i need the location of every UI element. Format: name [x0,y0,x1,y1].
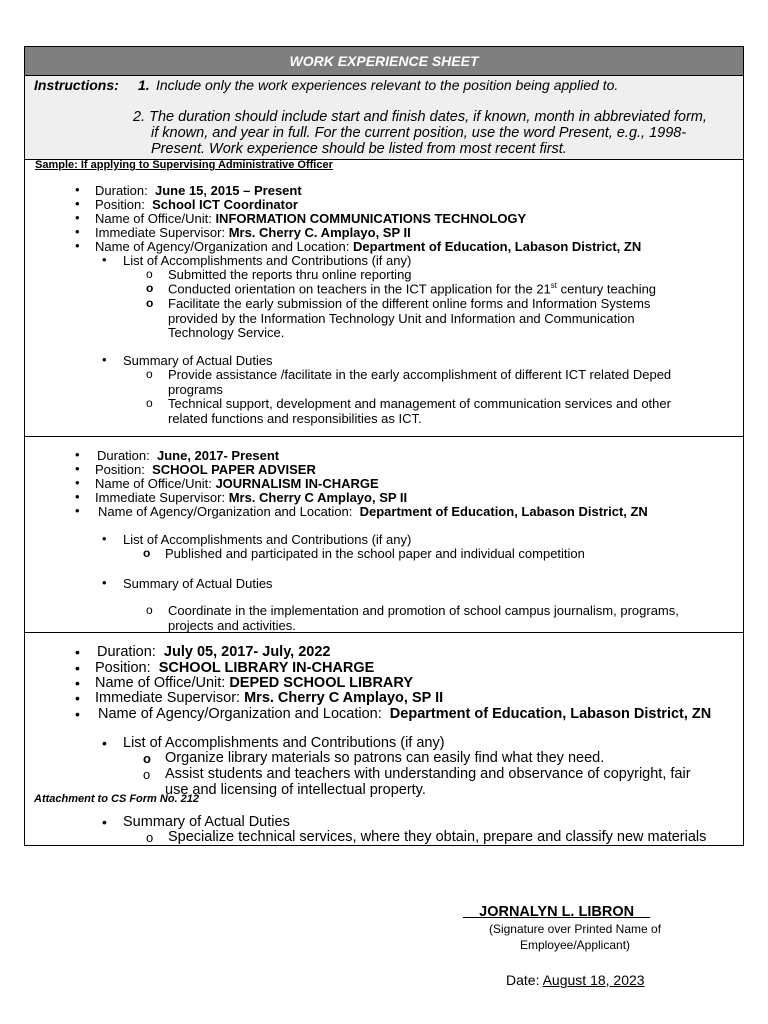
duration-row: Duration: June, 2017- Present [97,448,280,463]
bullet-icon: • [75,182,80,197]
sample-label: Sample: If applying to Supervising Administrative Officer [35,159,333,171]
agency-value: Department of Education, Labason District, ZN [359,504,648,519]
entry-divider [25,632,743,633]
circle-bullet-icon: o [146,396,153,410]
instruction-2-line-2: if known, and year in full. For the current position, use the word Present, e.g., 1998- [151,125,687,141]
duty-item: Coordinate in the implementation and promotion of school campus journalism, programs, [168,603,679,618]
agency-value: Department of Education, Labason District, ZN [389,706,712,722]
position-row: Position: SCHOOL PAPER ADVISER [95,462,316,477]
square-bullet-icon: o [143,546,151,560]
accomplishment-item: Assist students and teachers with understanding and observance of copyright, fair [165,766,691,782]
circle-bullet-icon: o [146,830,154,845]
agency-row: Name of Agency/Organization and Location: Department of Education, Labason District, ZN [98,706,712,722]
agency-row: Name of Agency/Organization and Location: Department of Education, Labason District, ZN [95,239,642,254]
office-value: INFORMATION COMMUNICATIONS TECHNOLOGY [215,211,527,226]
supervisor-value: Mrs. Cherry C Amplayo, SP II [244,690,444,706]
accomplishment-item-continued: use and licensing of intellectual property. [165,782,426,798]
work-experience-sheet [24,46,744,846]
position-value: SCHOOL PAPER ADVISER [152,462,316,477]
bullet-icon: • [75,660,80,676]
bullet-icon: • [75,475,80,490]
bullet-icon: • [75,489,80,504]
duty-item: Technical support, development and management of communication services and other [168,396,671,411]
bullet-icon: • [75,224,80,239]
position-value: School ICT Coordinator [152,197,298,212]
bullet-icon: • [102,735,107,751]
accomplishment-item: Published and participated in the school paper and individual competition [165,546,585,561]
accomplishment-item-continued: Technology Service. [168,325,285,340]
instruction-1: Include only the work experiences relevant to the position being applied to. [156,77,619,93]
duties-heading: Summary of Actual Duties [123,814,290,830]
square-bullet-icon: o [146,296,154,310]
square-bullet-icon: o [146,281,154,295]
date-value: August 18, 2023 [542,972,645,988]
supervisor-row: Immediate Supervisor: Mrs. Cherry C Amplayo, SP II [95,490,408,505]
duration-row: Duration: June 15, 2015 – Present [95,183,302,198]
duties-heading: Summary of Actual Duties [123,576,273,591]
accomplishments-heading: List of Accomplishments and Contributions (if any) [123,735,445,751]
signature-caption: (Signature over Printed Name of Employee/Applicant) [488,922,662,952]
bullet-icon: • [75,706,80,722]
duty-item-continued: projects and activities. [168,618,296,633]
supervisor-row: Immediate Supervisor: Mrs. Cherry C. Amplayo, SP II [95,225,411,240]
instruction-1-number: 1. [138,77,150,93]
instruction-2-line-3: Present. Work experience should be listed from most recent first. [151,141,567,157]
instructions-label: Instructions: [34,77,119,93]
duty-item-continued: related functions and responsibilities as ICT. [168,411,422,426]
date-row: Date: August 18, 2023 [506,972,645,988]
circle-bullet-icon: o [143,767,151,782]
office-value: JOURNALISM IN-CHARGE [215,476,379,491]
office-row: Name of Office/Unit: DEPED SCHOOL LIBRARY [95,675,413,691]
signatory-name: JORNALYN L. LIBRON [479,904,635,920]
sheet-title: WORK EXPERIENCE SHEET [25,47,743,76]
accomplishments-heading: List of Accomplishments and Contributions (if any) [123,253,412,268]
bullet-icon: • [102,814,107,830]
entry-divider [25,436,743,437]
instruction-2-line-1: 2. The duration should include start and finish dates, if known, month in abbreviated form, [133,109,707,125]
agency-row: Name of Agency/Organization and Location: Department of Education, Labason District, ZN [98,504,648,519]
supervisor-value: Mrs. Cherry C. Amplayo, SP II [228,225,411,240]
supervisor-value: Mrs. Cherry C Amplayo, SP II [228,490,408,505]
duty-item: Specialize technical services, where they obtain, prepare and classify new materials [168,829,707,845]
instructions-panel [25,76,743,159]
duration-value: June, 2017- Present [156,448,280,463]
bullet-icon: • [102,531,107,546]
duties-heading: Summary of Actual Duties [123,353,273,368]
office-row: Name of Office/Unit: INFORMATION COMMUNICATIONS TECHNOLOGY [95,211,527,226]
bullet-icon: • [102,252,107,267]
bullet-icon: • [75,675,80,691]
position-row: Position: SCHOOL LIBRARY IN-CHARGE [95,660,375,676]
accomplishment-item: Conducted orientation on teachers in the ICT application for the 21st century teaching [168,281,657,297]
duty-item-continued: programs [168,382,223,397]
square-bullet-icon: o [143,751,151,766]
circle-bullet-icon: o [146,367,153,381]
bullet-icon: • [75,447,80,462]
bullet-icon: • [102,352,107,367]
circle-bullet-icon: o [146,603,153,617]
bullet-icon: • [75,238,80,253]
attachment-label: Attachment to CS Form No. 212 [34,793,200,805]
bullet-icon: • [75,644,80,660]
duration-value: July 05, 2017- July, 2022 [163,644,331,660]
bullet-icon: • [75,210,80,225]
accomplishments-heading: List of Accomplishments and Contributions (if any) [123,532,412,547]
bullet-icon: • [75,503,80,518]
bullet-icon: • [75,461,80,476]
agency-value: Department of Education, Labason District, ZN [353,239,642,254]
office-value: DEPED SCHOOL LIBRARY [229,675,413,691]
circle-bullet-icon: o [146,267,153,281]
supervisor-row: Immediate Supervisor: Mrs. Cherry C Amplayo, SP II [95,690,444,706]
bullet-icon: • [102,575,107,590]
accomplishment-item-continued: provided by the Information Technology Unit and Information and Communication [168,311,635,326]
office-row: Name of Office/Unit: JOURNALISM IN-CHARGE [95,476,379,491]
accomplishment-item: Facilitate the early submission of the different online forms and Information Systems [168,296,651,311]
accomplishment-item: Organize library materials so patrons can easily find what they need. [165,750,605,766]
bullet-icon: • [75,690,80,706]
duration-value: June 15, 2015 – Present [154,183,302,198]
position-value: SCHOOL LIBRARY IN-CHARGE [158,660,375,676]
accomplishment-item: Submitted the reports thru online reporting [168,267,412,282]
bullet-icon: • [75,196,80,211]
position-row: Position: School ICT Coordinator [95,197,298,212]
duty-item: Provide assistance /facilitate in the early accomplishment of different ICT related Deped [168,367,672,382]
duration-row: Duration: July 05, 2017- July, 2022 [97,644,331,660]
